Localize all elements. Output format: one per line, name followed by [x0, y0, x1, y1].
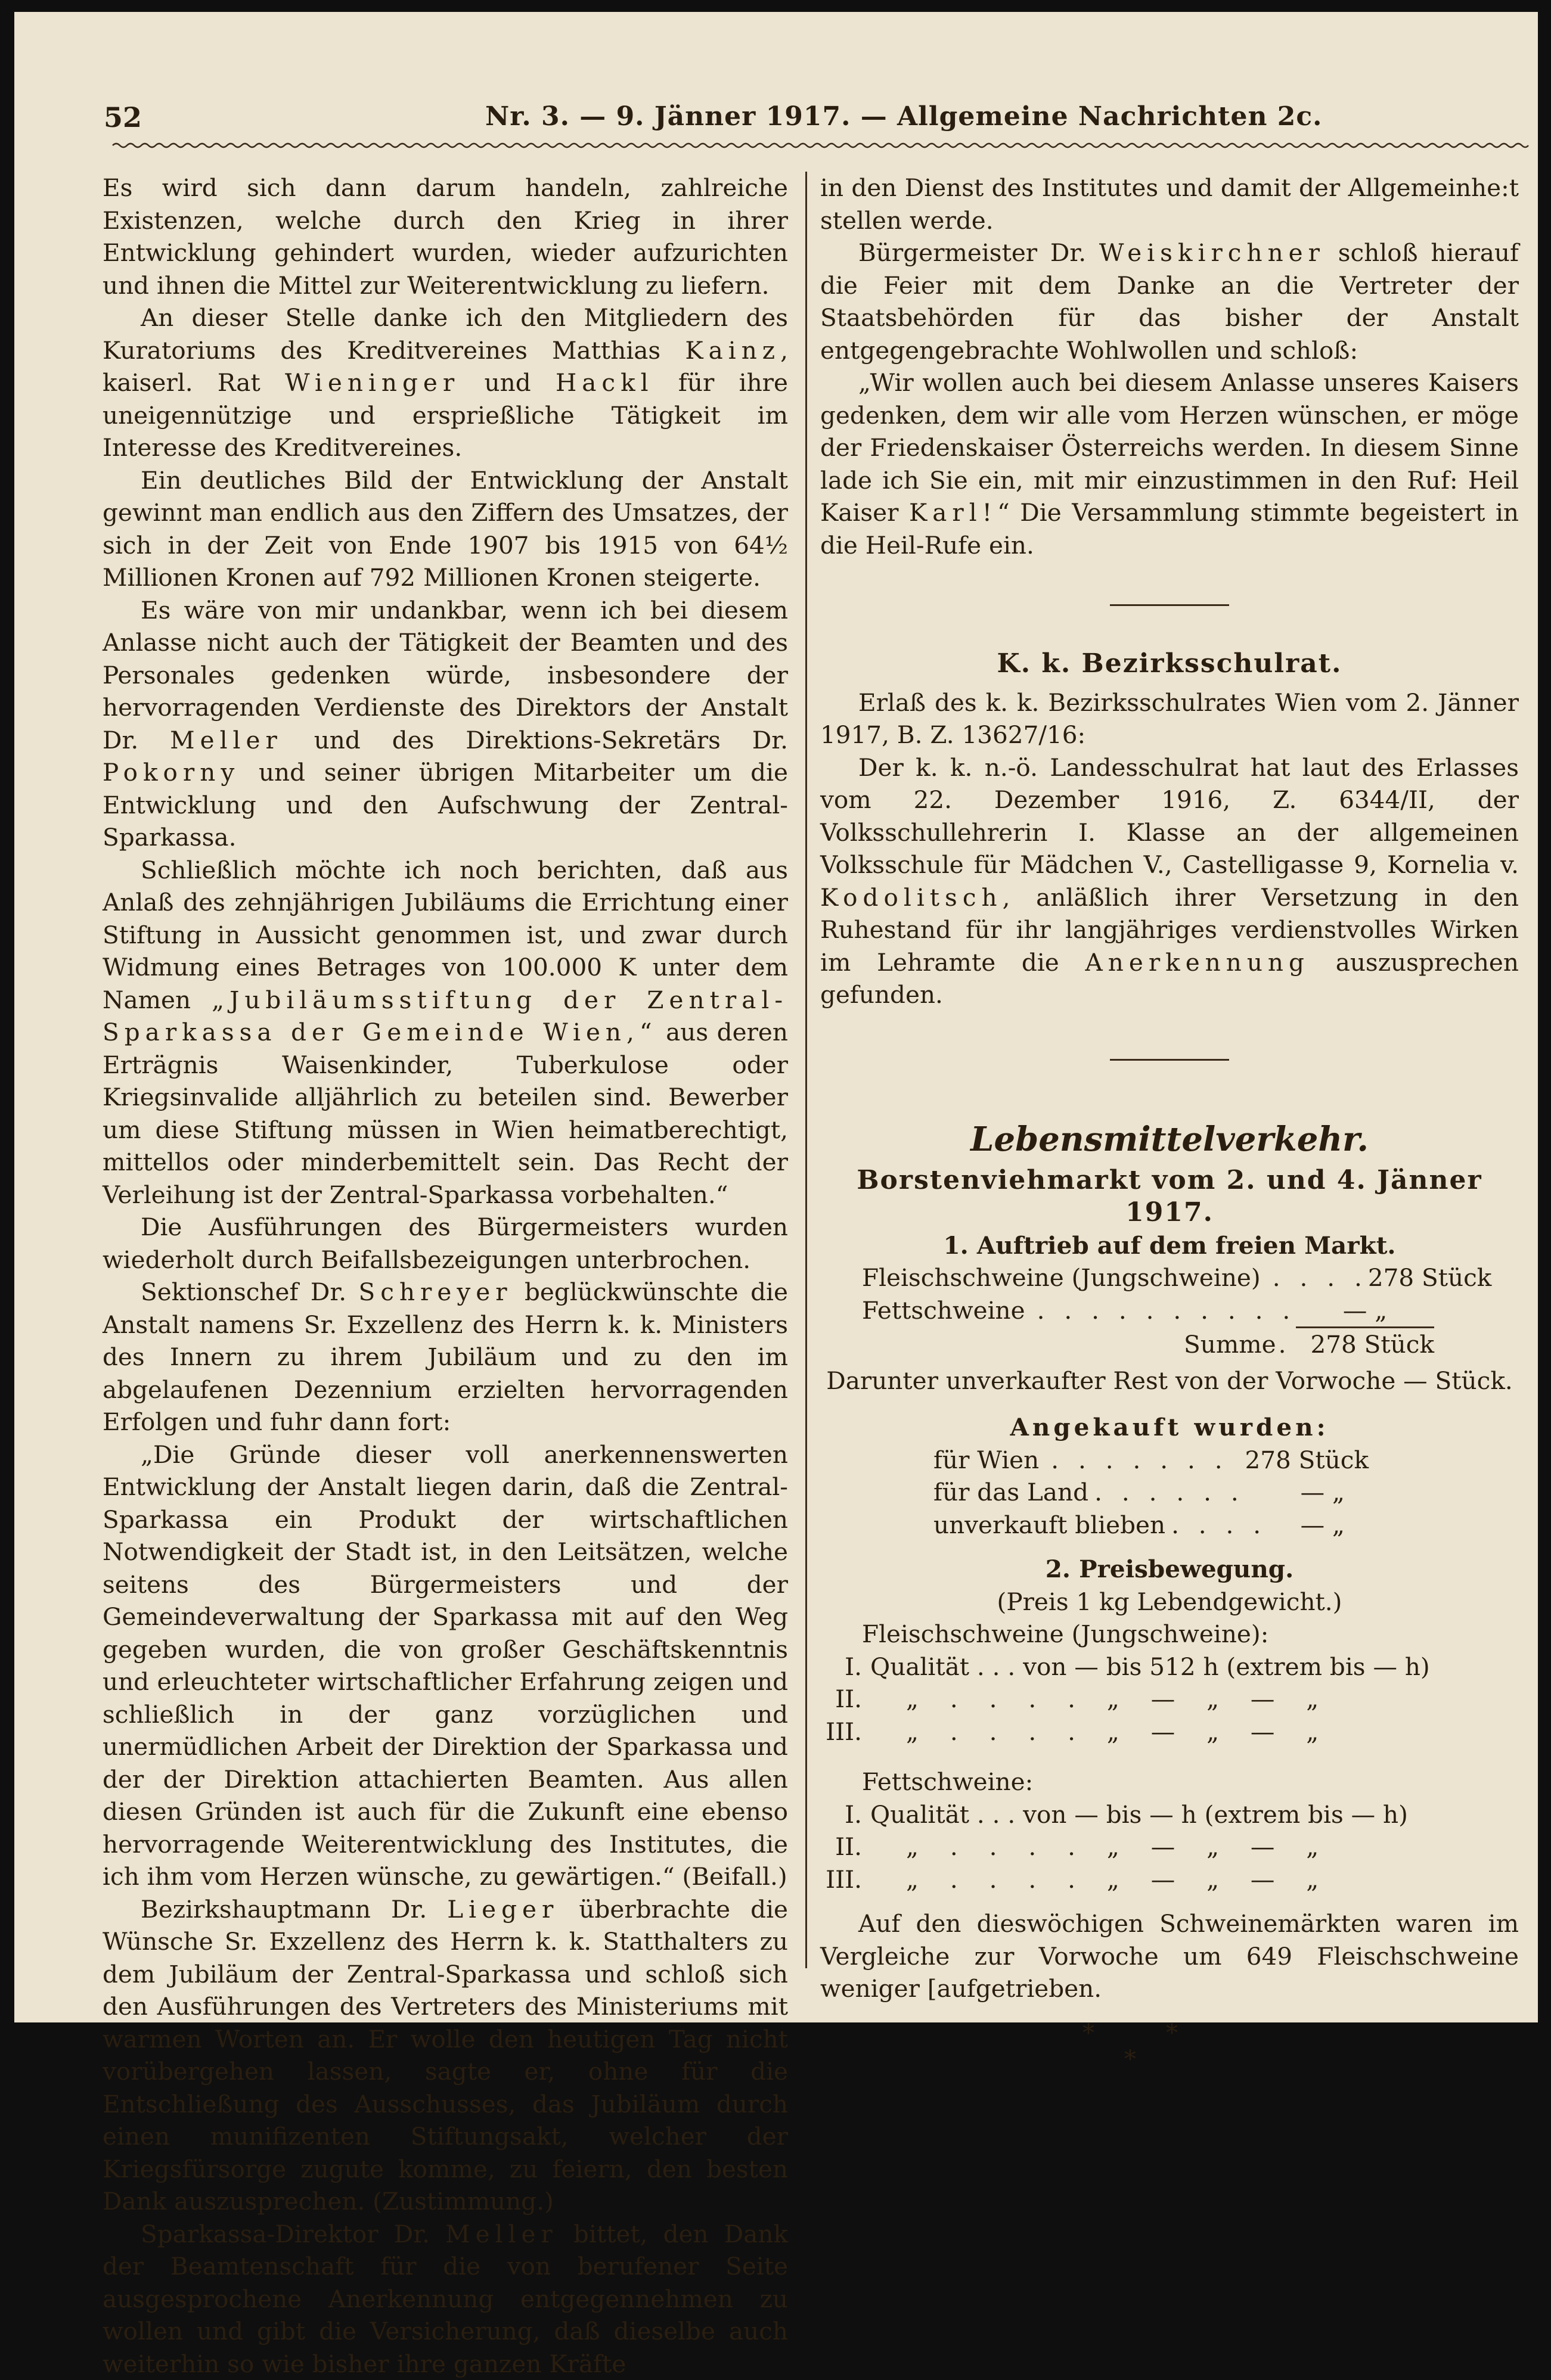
paragraph: Der k. k. n.-ö. Landesschulrat hat laut des Erlasses vom 22. Dezember 1916, Z. 6344/II, der Volksschullehrerin I. Klasse an der allgemeinen Volksschule für Mädchen V., Castelligasse 9, Kornelia v. Kodolitsch, anläßlich ihrer Versetzung in den Ruhestand für ihr langjähriges verdienstvolles Wirken im Lehramte die Anerkennung auszusprechen gefunden.	[820, 751, 1519, 1011]
section-title-lebensmittelverkehr: Lebensmittelverkehr.	[820, 1114, 1519, 1164]
auftrieb-table	[820, 1262, 1434, 1361]
table-row: II. „ . . . . „ — „ — „	[820, 1683, 1519, 1716]
paragraph: Die Ausführungen des Bürgermeisters wurden wiederholt durch Beifallsbezeigungen unterbrochen.	[103, 1211, 788, 1276]
price-table-fett	[820, 1798, 1519, 1896]
paragraph: „Wir wollen auch bei diesem Anlasse unseres Kaisers gedenken, dem wir alle vom Herzen wünschen, er möge der Friedenskaiser Österreichs werden. In diesem Sinne lade ich Sie ein, mit mir einzustimmen in den Ruf: Heil Kaiser Karl!“ Die Versammlung stimmte begeistert in die Heil-Rufe ein.	[820, 366, 1519, 561]
right-column	[820, 172, 1519, 2077]
paragraph: Es wird sich dann darum handeln, zahlreiche Existenzen, welche durch den Krieg in ihrer Entwicklung gehindert wurden, wieder aufzurichten und ihnen die Mittel zur Weiterentwicklung zu liefern.	[103, 172, 788, 302]
price-table-fleisch	[820, 1651, 1519, 1748]
left-column	[103, 172, 788, 2380]
header-wavy-rule	[113, 141, 1528, 150]
star-mark: *	[1124, 2043, 1136, 2076]
paragraph: Erlaß des k. k. Bezirksschulrates Wien vom 2. Jänner 1917, B. Z. 13627/16:	[820, 686, 1519, 751]
rest-line: Darunter unverkaufter Rest von der Vorwoche — Stück.	[820, 1365, 1519, 1397]
star-mark: *	[1082, 2017, 1094, 2050]
market-subtitle: Borstenviehmarkt vom 2. und 4. Jänner 1917.	[820, 1164, 1519, 1229]
page-number: 52	[104, 101, 142, 133]
subheading: 1. Auftrieb auf dem freien Markt.	[820, 1229, 1519, 1262]
price-group-label: Fettschweine:	[820, 1766, 1519, 1798]
paragraph: Es wäre von mir undankbar, wenn ich bei diesem Anlasse nicht auch der Tätigkeit der Beamten und des Personales gedenken würde, insbesondere der hervorragenden Verdienste des Direktors der Anstalt Dr. Meller und des Direktions-Sekretärs Dr. Pokorny und seiner übrigen Mitarbeiter um die Entwicklung und den Aufschwung der Zentral-Sparkassa.	[103, 594, 788, 854]
table-row: III. „ . . . . „ — „ — „	[820, 1863, 1519, 1896]
paragraph: Bezirkshauptmann Dr. Lieger überbrachte die Wünsche Sr. Exzellenz des Herrn k. k. Statthalters zu dem Jubiläum der Zentral-Sparkassa und schloß sich den Ausführungen des Vertreters des Ministeriums mit warmen Worten an. Er wolle den heutigen Tag nicht vorübergehen lassen, sagte er, ohne für die Entschließung des Ausschusses, das Jubiläum durch einen munifizenten Stiftungsakt, welcher der Kriegsfürsorge zugute komme, zu feiern, den besten Dank auszusprechen. (Zustimmung.)	[103, 1893, 788, 2218]
table-row: II. „ . . . . „ — „ — „	[820, 1831, 1519, 1863]
table-row: Fettschweine . . . . . . . . . . — „	[862, 1294, 1434, 1329]
paragraph: Auf den dieswöchigen Schweinemärkten waren im Vergleiche zur Vorwoche um 649 Fleischschweine weniger [aufgetrieben.	[820, 1907, 1519, 2005]
table-row: für Wien . . . . . . . 278 Stück	[933, 1444, 1369, 1477]
newspaper-page	[14, 12, 1538, 2022]
table-row: I. Qualität . . . von — bis — h (extrem bis — h)	[820, 1798, 1519, 1831]
column-divider	[805, 172, 807, 1968]
table-row: für das Land . . . . . . — „	[933, 1476, 1369, 1509]
closing-stars	[820, 2005, 1519, 2077]
paragraph: Schließlich möchte ich noch berichten, daß aus Anlaß des zehnjährigen Jubiläums die Errichtung einer Stiftung in Aussicht genommen ist, und zwar durch Widmung eines Betrages von 100.000 K unter dem Namen „Jubiläumsstiftung der Zentral-Sparkassa der Gemeinde Wien,“ aus deren Erträgnis Waisenkinder, Tuberkulose oder Kriegsinvalide alljährlich zu beteilen sind. Bewerber um diese Stiftung müssen in Wien heimatberechtigt, mittellos oder minderbemittelt sein. Das Recht der Verleihung ist der Zentral-Sparkassa vorbehalten.“	[103, 854, 788, 1211]
table-row: Fleischschweine (Jungschweine) . . . . 278 Stück	[862, 1262, 1434, 1294]
angekauft-table	[820, 1444, 1369, 1542]
star-mark: *	[1166, 2017, 1178, 2050]
subheading: 2. Preisbewegung.	[820, 1553, 1519, 1586]
section-title-bezirksschulrat: K. k. Bezirksschulrat.	[820, 648, 1519, 681]
paragraph: Bürgermeister Dr. Weiskirchner schloß hierauf die Feier mit dem Danke an die Vertreter der Staatsbehörden für das bisher der Anstalt entgegengebrachte Wohlwollen und schloß:	[820, 237, 1519, 366]
header-title: Nr. 3. — 9. Jänner 1917. — Allgemeine Nachrichten 2c.	[485, 101, 1322, 132]
paragraph: Ein deutliches Bild der Entwicklung der Anstalt gewinnt man endlich aus den Ziffern des Umsatzes, der sich in der Zeit von Ende 1907 bis 1915 von 64½ Millionen Kronen auf 792 Millionen Kronen steigerte.	[103, 464, 788, 594]
paragraph: „Die Gründe dieser voll anerkennenswerten Entwicklung der Anstalt liegen darin, daß die Zentral-Sparkassa ein Produkt der wirtschaftlichen Notwendigkeit der Stadt ist, in den Leitsätzen, welche seitens des Bürgermeisters und der Gemeindeverwaltung der Sparkassa mit auf den Weg gegeben wurden, die von großer Geschäftskenntnis und erleuchteter wirtschaftlicher Erfahrung zeigen und schließlich in der ganz vorzüglichen und unermüdlichen Arbeit der Direktion der Sparkassa und der der Direktion attachierten Beamten. Aus allen diesen Gründen ist auch für die Zukunft eine ebenso hervorragende Weiterentwicklung des Institutes, die ich ihm vom Herzen wünsche, zu gewärtigen.“ (Beifall.)	[103, 1438, 788, 1893]
subheading-note: (Preis 1 kg Lebendgewicht.)	[820, 1586, 1519, 1618]
table-row: unverkauft blieben . . . . — „	[933, 1509, 1369, 1542]
paragraph: Sparkassa-Direktor Dr. Meller bittet, den Dank der Beamtenschaft für die von berufener Seite ausgesprochene Anerkennung entgegennehmen zu wollen und gibt die Versicherung, daß dieselbe auch weiterhin so wie bisher ihre ganzen Kräfte	[103, 2218, 788, 2380]
price-group-label: Fleischschweine (Jungschweine):	[820, 1618, 1519, 1651]
table-row-sum: Summe . 278 Stück	[862, 1328, 1434, 1361]
paragraph: An dieser Stelle danke ich den Mitgliedern des Kuratoriums des Kreditvereines Matthias Kainz, kaiserl. Rat Wieninger und Hackl für ihre uneigennützige und ersprießliche Tätigkeit im Interesse des Kreditvereines.	[103, 302, 788, 464]
subheading: Angekauft wurden:	[820, 1411, 1519, 1444]
paragraph: in den Dienst des Institutes und damit der Allgemeinhe:t stellen werde.	[820, 172, 1519, 237]
page-header	[104, 101, 1427, 143]
paragraph: Sektionschef Dr. Schreyer beglückwünschte die Anstalt namens Sr. Exzellenz des Herrn k. k. Ministers des Innern zu ihrem Jubiläum und zu den im abgelaufenen Dezennium erzielten hervorragenden Erfolgen und fuhr dann fort:	[103, 1276, 788, 1438]
table-row: I. Qualität . . . von — bis 512 h (extrem bis — h)	[820, 1651, 1519, 1683]
table-row: III. „ . . . . „ — „ — „	[820, 1716, 1519, 1748]
